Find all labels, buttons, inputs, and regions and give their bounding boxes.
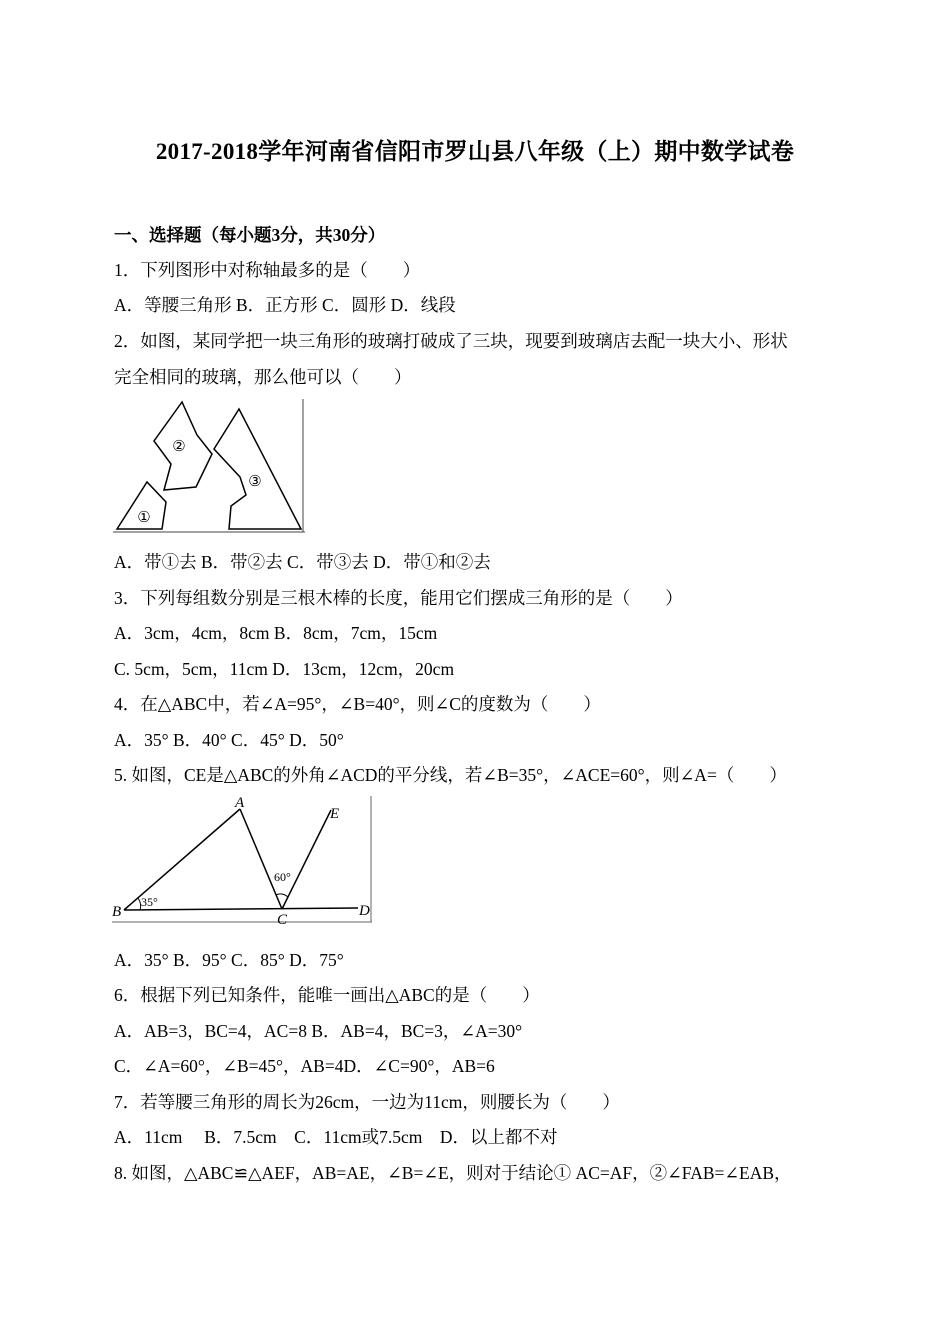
piece-2-label: ②	[172, 439, 186, 455]
ray-ce	[282, 810, 331, 909]
label-a: A	[235, 795, 245, 811]
angle-c-arc	[276, 894, 288, 897]
label-c: C	[277, 912, 288, 927]
q3-options-line2: C. 5cm，5cm，11cm D．13cm，12cm，20cm	[114, 659, 455, 679]
q2-stem-line2: 完全相同的玻璃，那么他可以（ ）	[114, 367, 412, 387]
q3-stem: 3．下列每组数分别是三根木棒的长度，能用它们摆成三角形的是（ ）	[114, 588, 683, 608]
segment-ac	[240, 809, 282, 909]
q2-glass-figure	[113, 399, 306, 534]
q8-stem: 8. 如图，△ABC≌△AEF，AB=AE，∠B=∠E，则对于结论① AC=AF，②∠FAB=∠EAB，	[114, 1163, 792, 1183]
section-heading: 一、选择题（每小题3分，共30分）	[114, 225, 386, 245]
q7-stem: 7．若等腰三角形的周长为26cm，一边为11cm，则腰长为（ ）	[114, 1092, 620, 1112]
angle-b-label: 35°	[141, 895, 158, 909]
q6-options-line2: C．∠A=60°，∠B=45°，AB=4D．∠C=90°，AB=6	[114, 1056, 495, 1076]
q2-options: A．带①去 B．带②去 C．带③去 D．带①和②去	[114, 552, 491, 572]
q6-options-line1: A．AB=3，BC=4，AC=8 B．AB=4，BC=3，∠A=30°	[114, 1021, 523, 1041]
angle-c-label: 60°	[274, 870, 291, 884]
q1-options: A．等腰三角形 B．正方形 C．圆形 D．线段	[114, 295, 456, 315]
q4-stem: 4．在△ABC中，若∠A=95°，∠B=40°，则∠C的度数为（ ）	[114, 694, 601, 714]
label-e: E	[330, 806, 340, 822]
q4-options: A．35° B．40° C．45° D．50°	[114, 730, 344, 750]
glass-piece-3	[214, 409, 301, 529]
label-d: D	[359, 903, 370, 919]
q2-stem-line1: 2．如图，某同学把一块三角形的玻璃打破成了三块，现要到玻璃店去配一块大小、形状	[114, 331, 788, 351]
q5-stem: 5. 如图，CE是△ABC的外角∠ACD的平分线，若∠B=35°，∠ACE=60°，则∠A=（ ）	[114, 765, 787, 785]
piece-3-label: ③	[248, 474, 262, 490]
exam-title: 2017-2018学年河南省信阳市罗山县八年级（上）期中数学试卷	[155, 139, 795, 164]
q7-options: A．11cm B．7.5cm C．11cm或7.5cm D．以上都不对	[114, 1127, 558, 1147]
q6-stem: 6．根据下列已知条件，能唯一画出△ABC的是（ ）	[114, 985, 540, 1005]
q5-triangle-figure	[110, 794, 375, 927]
q5-options: A．35° B．95° C．85° D．75°	[114, 950, 344, 970]
line-bd	[124, 908, 358, 910]
q1-stem: 1．下列图形中对称轴最多的是（ ）	[114, 260, 421, 280]
q3-options-line1: A．3cm，4cm，8cm B．8cm，7cm，15cm	[114, 623, 438, 643]
label-b: B	[112, 904, 122, 920]
piece-1-label: ①	[137, 510, 151, 526]
